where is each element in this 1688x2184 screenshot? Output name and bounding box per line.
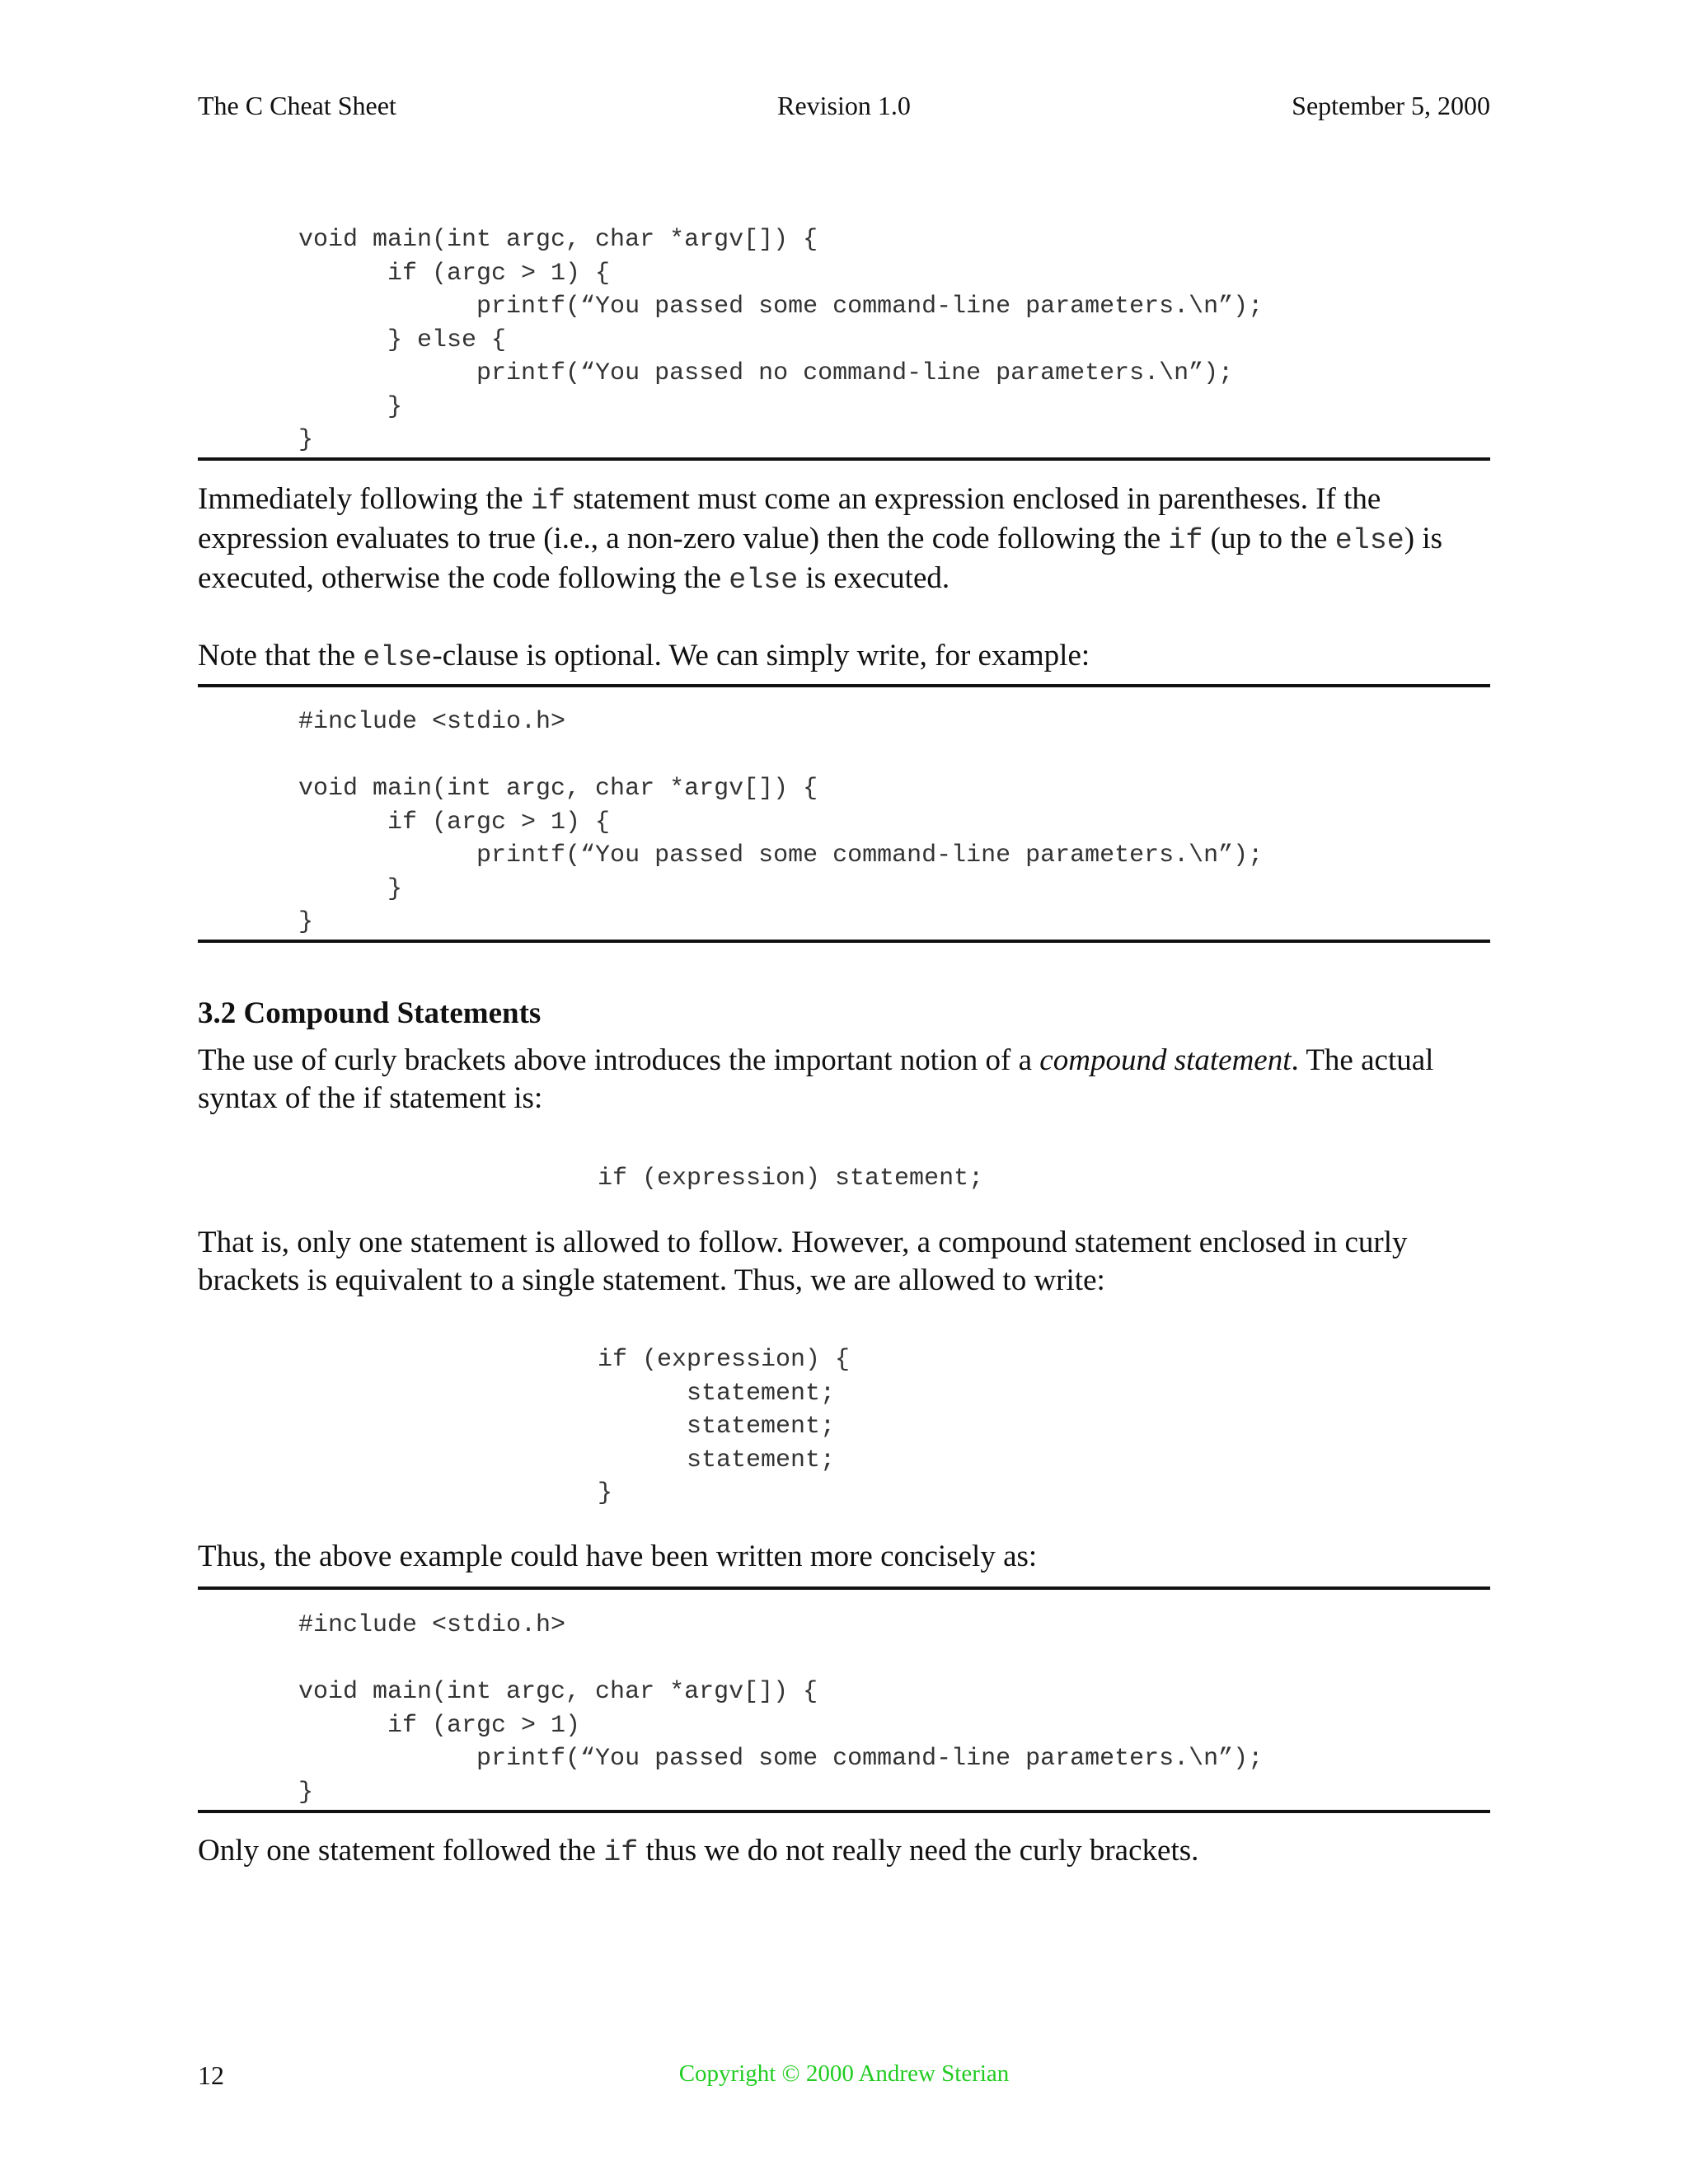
code-syntax-if: if (expression) statement; bbox=[598, 1165, 984, 1193]
code-syntax-compound: if (expression) { statement; statement; statement; } bbox=[598, 1346, 851, 1507]
rule-divider bbox=[198, 1810, 1490, 1813]
rule-divider bbox=[198, 1586, 1490, 1590]
page-header bbox=[198, 91, 1490, 132]
paragraph-no-brackets: Only one statement followed the if thus we do not really need the curly brackets. bbox=[198, 1834, 1199, 1869]
paragraph-compound-intro: The use of curly brackets above introduces the important notion of a compound statement. The actual syntax of the if statement is: bbox=[198, 1043, 1434, 1115]
paragraph-else-optional: Note that the else-clause is optional. We can simply write, for example: bbox=[198, 639, 1090, 674]
header-title: The C Cheat Sheet bbox=[198, 91, 396, 120]
code-block-concise: #include <stdio.h> void main(int argc, char *argv[]) { if (argc > 1) printf(“You passed some command-line parameters.\n”); } bbox=[298, 1611, 1264, 1807]
rule-divider bbox=[198, 684, 1490, 687]
header-revision: Revision 1.0 bbox=[777, 91, 911, 120]
section-heading: 3.2 Compound Statements bbox=[198, 996, 542, 1030]
rule-divider bbox=[198, 457, 1490, 461]
rule-divider bbox=[198, 940, 1490, 943]
copyright-notice: Copyright © 2000 Andrew Sterian bbox=[678, 2060, 1010, 2087]
code-block-if-only: #include <stdio.h> void main(int argc, char *argv[]) { if (argc > 1) { printf(“You passed some command-line parameters.\n”); } } bbox=[298, 708, 1264, 936]
page-number: 12 bbox=[198, 2060, 224, 2090]
paragraph-if-explanation: Immediately following the if statement must come an expression enclosed in parentheses. If the expression evaluates to true (i.e., a non-zero value) then the code following the if (up to the else) is executed, otherwise the code following the else is executed. bbox=[198, 482, 1442, 597]
paragraph-one-statement: That is, only one statement is allowed to follow. However, a compound statement enclosed in curly brackets is equivalent to a single statement. Thus, we are allowed to write: bbox=[198, 1226, 1408, 1297]
header-date: September 5, 2000 bbox=[1292, 91, 1490, 120]
code-block-if-else: void main(int argc, char *argv[]) { if (argc > 1) { printf(“You passed some command-line parameters.\n”); } else { printf(“You passed no command-line parameters.\n”); } } bbox=[298, 226, 1264, 454]
paragraph-concise: Thus, the above example could have been written more concisely as: bbox=[198, 1540, 1038, 1573]
